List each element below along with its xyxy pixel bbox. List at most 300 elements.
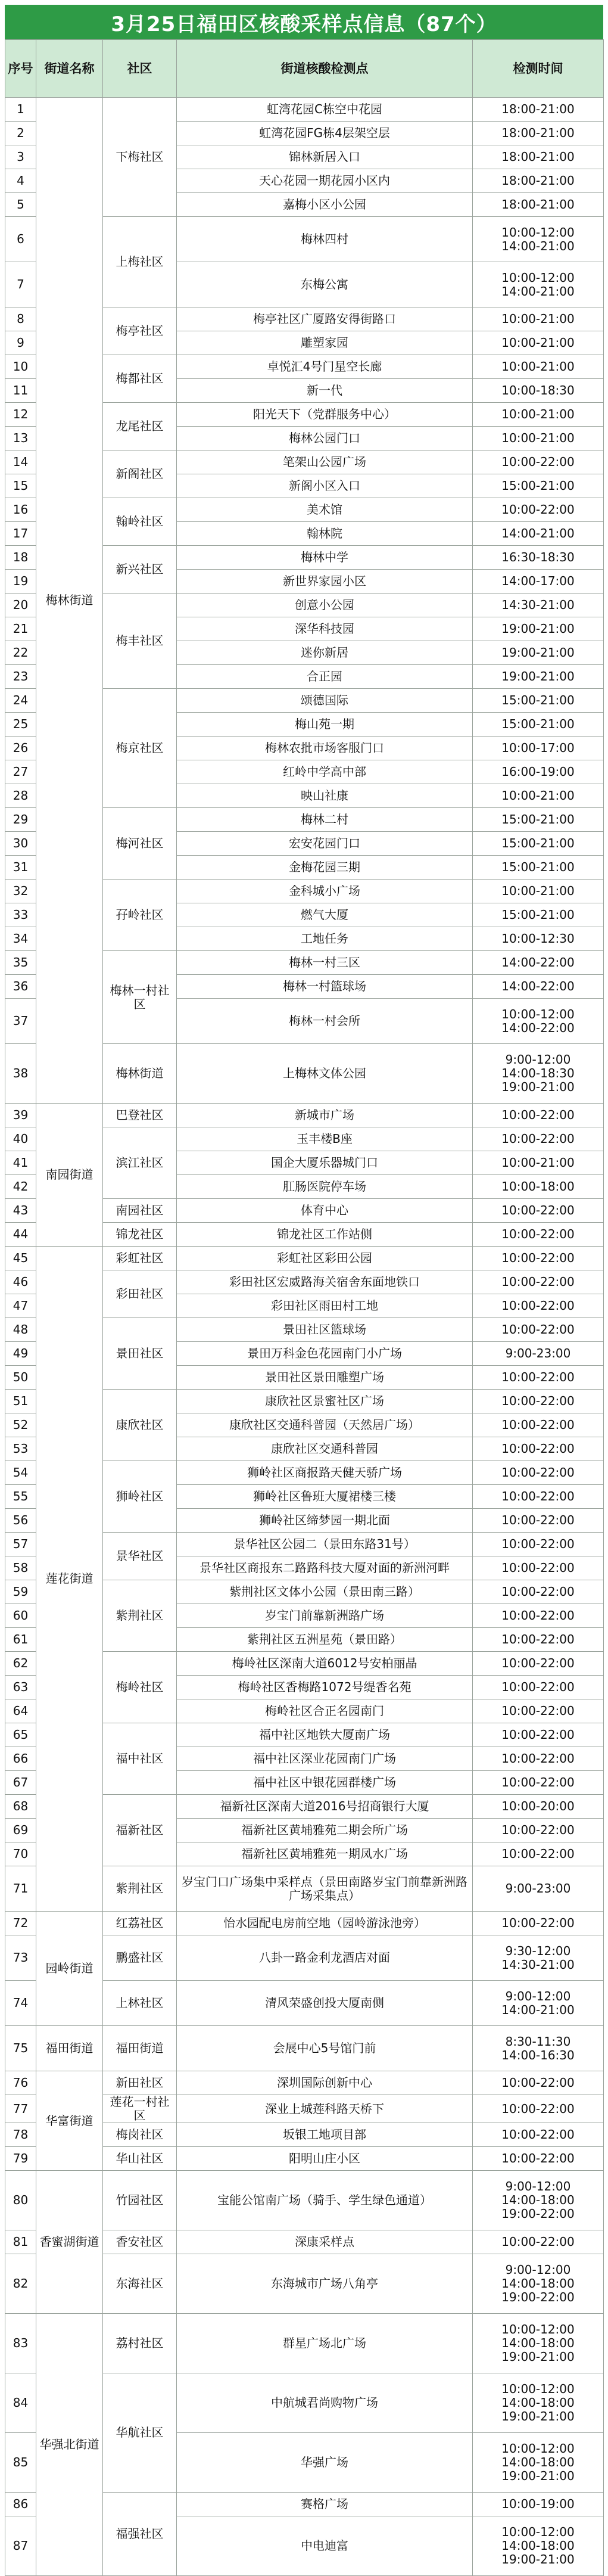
test-site: 梅林中学 (177, 546, 473, 570)
test-site: 景田社区篮球场 (177, 1318, 473, 1342)
test-time: 15:00-21:00 (473, 856, 604, 880)
row-seq: 61 (5, 1628, 36, 1652)
row-seq: 22 (5, 641, 36, 665)
row-seq: 4 (5, 169, 36, 193)
row-seq: 87 (5, 2516, 36, 2576)
community-name: 香安社区 (103, 2230, 177, 2254)
test-time: 18:00-21:00 (473, 145, 604, 169)
row-seq: 6 (5, 217, 36, 262)
row-seq: 58 (5, 1556, 36, 1580)
test-site: 群星广场北广场 (177, 2314, 473, 2373)
row-seq: 84 (5, 2373, 36, 2433)
row-seq: 63 (5, 1676, 36, 1699)
test-site: 福新社区黄埔雅苑二期会所广场 (177, 1819, 473, 1842)
test-site: 中航城君尚购物广场 (177, 2373, 473, 2433)
row-seq: 21 (5, 617, 36, 641)
row-seq: 30 (5, 832, 36, 856)
test-time: 15:00-21:00 (473, 474, 604, 498)
community-name: 福新社区 (103, 1795, 177, 1866)
test-site: 景田万科金色花园南门小广场 (177, 1342, 473, 1366)
street-name: 华强北街道 (36, 2314, 103, 2576)
test-time: 10:00-22:00 (473, 1461, 604, 1485)
row-seq: 68 (5, 1795, 36, 1819)
test-time: 10:00-22:00 (473, 1270, 604, 1294)
test-time: 14:00-17:00 (473, 570, 604, 593)
test-site: 东海城市广场八角亭 (177, 2254, 473, 2314)
community-name: 梅林街道 (103, 1044, 177, 1104)
test-time: 10:00-22:00 (473, 1437, 604, 1461)
test-site: 狮岭社区鲁班大厦裙楼三楼 (177, 1485, 473, 1509)
test-time: 10:00-22:00 (473, 450, 604, 474)
community-name: 翰岭社区 (103, 498, 177, 546)
test-site: 美术馆 (177, 498, 473, 522)
row-seq: 11 (5, 379, 36, 403)
test-time: 10:00-12:00 14:00-18:00 19:00-21:00 (473, 2314, 604, 2373)
table-row (5, 2071, 604, 2095)
street-name: 梅林街道 (36, 98, 103, 1104)
test-site: 映山社康 (177, 784, 473, 808)
test-site: 彩田社区宏威路海关宿舍东面地铁口 (177, 1270, 473, 1294)
community-name: 梅林一村社区 (103, 951, 177, 1044)
test-time: 10:00-22:00 (473, 2095, 604, 2123)
row-seq: 36 (5, 975, 36, 999)
test-time: 9:00-23:00 (473, 1866, 604, 1912)
community-name: 狮岭社区 (103, 1461, 177, 1533)
test-site: 中电迪富 (177, 2516, 473, 2576)
test-time: 10:00-18:30 (473, 379, 604, 403)
test-site: 梅岭社区深南大道6012号安柏丽晶 (177, 1652, 473, 1676)
table-row (5, 98, 604, 122)
row-seq: 38 (5, 1044, 36, 1104)
community-name: 龙尾社区 (103, 403, 177, 450)
table-row (5, 1247, 604, 1270)
row-seq: 9 (5, 331, 36, 355)
test-time: 15:00-21:00 (473, 832, 604, 856)
test-site: 福中社区深业花园南门广场 (177, 1747, 473, 1771)
test-time: 10:00-18:00 (473, 1175, 604, 1199)
community-name: 锦龙社区 (103, 1223, 177, 1247)
test-site: 新阁小区入口 (177, 474, 473, 498)
test-time: 10:00-22:00 (473, 1771, 604, 1795)
community-name: 梅河社区 (103, 808, 177, 880)
row-seq: 32 (5, 880, 36, 903)
community-name: 新阁社区 (103, 450, 177, 498)
test-time: 14:00-22:00 (473, 975, 604, 999)
community-name: 南园社区 (103, 1199, 177, 1223)
test-time: 15:00-21:00 (473, 713, 604, 737)
test-time: 10:00-22:00 (473, 1842, 604, 1866)
row-seq: 3 (5, 145, 36, 169)
test-site: 狮岭社区缔梦园一期北面 (177, 1509, 473, 1533)
test-time: 10:00-21:00 (473, 331, 604, 355)
test-site: 锦林新居入口 (177, 145, 473, 169)
row-seq: 79 (5, 2147, 36, 2171)
test-time: 14:00-21:00 (473, 522, 604, 546)
row-seq: 1 (5, 98, 36, 122)
test-time: 16:00-19:00 (473, 760, 604, 784)
test-time: 14:00-22:00 (473, 951, 604, 975)
street-name: 南园街道 (36, 1104, 103, 1247)
test-time: 19:00-21:00 (473, 641, 604, 665)
test-time: 10:00-22:00 (473, 1509, 604, 1533)
test-site: 体育中心 (177, 1199, 473, 1223)
community-name: 巴登社区 (103, 1104, 177, 1127)
row-seq: 82 (5, 2254, 36, 2314)
row-seq: 5 (5, 193, 36, 217)
row-seq: 65 (5, 1723, 36, 1747)
row-seq: 60 (5, 1604, 36, 1628)
test-time: 10:00-21:00 (473, 355, 604, 379)
test-site: 华强广场 (177, 2433, 473, 2493)
test-site: 梅林公园门口 (177, 427, 473, 450)
test-site: 虹湾花园C栋空中花园 (177, 98, 473, 122)
test-site: 狮岭社区商报路天健天骄广场 (177, 1461, 473, 1485)
row-seq: 8 (5, 307, 36, 331)
row-seq: 20 (5, 593, 36, 617)
test-time: 18:00-21:00 (473, 193, 604, 217)
test-site: 新城市广场 (177, 1104, 473, 1127)
test-site: 福中社区中银花园群楼广场 (177, 1771, 473, 1795)
row-seq: 18 (5, 546, 36, 570)
test-site: 红岭中学高中部 (177, 760, 473, 784)
test-site: 东梅公寓 (177, 262, 473, 307)
row-seq: 17 (5, 522, 36, 546)
test-time: 10:00-22:00 (473, 1556, 604, 1580)
test-time: 10:00-22:00 (473, 2230, 604, 2254)
test-time: 10:00-22:00 (473, 1628, 604, 1652)
test-time: 10:00-19:00 (473, 2493, 604, 2516)
test-time: 19:00-21:00 (473, 665, 604, 689)
row-seq: 2 (5, 122, 36, 145)
table-header-row (5, 40, 604, 98)
test-site: 梅林一村会所 (177, 999, 473, 1044)
community-name: 竹园社区 (103, 2171, 177, 2230)
row-seq: 40 (5, 1127, 36, 1151)
community-name: 景华社区 (103, 1533, 177, 1580)
row-seq: 24 (5, 689, 36, 713)
community-name: 梅亭社区 (103, 307, 177, 355)
test-site: 会展中心5号馆门前 (177, 2026, 473, 2071)
test-time: 10:00-21:00 (473, 403, 604, 427)
test-site: 翰林院 (177, 522, 473, 546)
row-seq: 44 (5, 1223, 36, 1247)
row-seq: 75 (5, 2026, 36, 2071)
row-seq: 49 (5, 1342, 36, 1366)
test-time: 9:00-12:00 14:00-18:00 19:00-22:00 (473, 2171, 604, 2230)
row-seq: 73 (5, 1935, 36, 1981)
row-seq: 13 (5, 427, 36, 450)
test-site: 深业上城莲科路天桥下 (177, 2095, 473, 2123)
street-name: 莲花街道 (36, 1247, 103, 1912)
row-seq: 71 (5, 1866, 36, 1912)
test-site: 赛格广场 (177, 2493, 473, 2516)
community-name: 梅丰社区 (103, 593, 177, 689)
row-seq: 31 (5, 856, 36, 880)
row-seq: 70 (5, 1842, 36, 1866)
test-site: 新世界家园小区 (177, 570, 473, 593)
test-site: 创意小公园 (177, 593, 473, 617)
test-time: 10:00-21:00 (473, 784, 604, 808)
row-seq: 53 (5, 1437, 36, 1461)
row-seq: 10 (5, 355, 36, 379)
test-site: 卓悦汇4号门星空长廊 (177, 355, 473, 379)
header-seq: 序号 (5, 40, 36, 98)
sampling-sites-table (5, 39, 604, 2576)
community-name: 梅岗社区 (103, 2123, 177, 2147)
community-name: 下梅社区 (103, 98, 177, 217)
row-seq: 37 (5, 999, 36, 1044)
street-name: 园岭街道 (36, 1912, 103, 2026)
community-name: 紫荆社区 (103, 1866, 177, 1912)
test-time: 10:00-22:00 (473, 1104, 604, 1127)
test-time: 10:00-22:00 (473, 1819, 604, 1842)
row-seq: 54 (5, 1461, 36, 1485)
test-site: 迷你新居 (177, 641, 473, 665)
test-site: 玉丰楼B座 (177, 1127, 473, 1151)
test-time: 10:00-12:30 (473, 927, 604, 951)
community-name: 梅京社区 (103, 689, 177, 808)
row-seq: 50 (5, 1366, 36, 1390)
test-time: 10:00-22:00 (473, 1652, 604, 1676)
table-row (5, 2026, 604, 2071)
test-time: 10:00-12:00 14:00-18:00 19:00-21:00 (473, 2433, 604, 2493)
table-row (5, 1104, 604, 1127)
test-site: 新一代 (177, 379, 473, 403)
row-seq: 55 (5, 1485, 36, 1509)
test-time: 10:00-12:00 14:00-18:00 19:00-21:00 (473, 2516, 604, 2576)
test-time: 10:00-22:00 (473, 1223, 604, 1247)
row-seq: 25 (5, 713, 36, 737)
test-site: 雕塑家园 (177, 331, 473, 355)
row-seq: 46 (5, 1270, 36, 1294)
test-time: 10:00-22:00 (473, 2123, 604, 2147)
test-site: 工地任务 (177, 927, 473, 951)
community-name: 新兴社区 (103, 546, 177, 593)
test-site: 合正园 (177, 665, 473, 689)
row-seq: 14 (5, 450, 36, 474)
test-site: 国企大厦乐器城门口 (177, 1151, 473, 1175)
row-seq: 27 (5, 760, 36, 784)
test-site: 福新社区深南大道2016号招商银行大厦 (177, 1795, 473, 1819)
test-site: 八卦一路金利龙酒店对面 (177, 1935, 473, 1981)
row-seq: 39 (5, 1104, 36, 1127)
test-site: 康欣社区交通科普园 (177, 1437, 473, 1461)
test-site: 阳光天下（党群服务中心） (177, 403, 473, 427)
community-name: 上林社区 (103, 1981, 177, 2026)
row-seq: 52 (5, 1413, 36, 1437)
street-name: 华富街道 (36, 2071, 103, 2171)
test-time: 10:00-22:00 (473, 1294, 604, 1318)
table-body (5, 98, 604, 2576)
test-time: 10:00-22:00 (473, 1699, 604, 1723)
header-community: 社区 (103, 40, 177, 98)
row-seq: 76 (5, 2071, 36, 2095)
test-site: 梅林四村 (177, 217, 473, 262)
test-time: 10:00-22:00 (473, 1604, 604, 1628)
test-site: 坂银工地项目部 (177, 2123, 473, 2147)
test-site: 紫荆社区文体小公园（景田南三路） (177, 1580, 473, 1604)
row-seq: 16 (5, 498, 36, 522)
community-name: 孖岭社区 (103, 880, 177, 951)
test-time: 10:00-22:00 (473, 1199, 604, 1223)
test-time: 10:00-21:00 (473, 880, 604, 903)
test-time: 18:00-21:00 (473, 122, 604, 145)
test-site: 深圳国际创新中心 (177, 2071, 473, 2095)
test-site: 福中社区地铁大厦南广场 (177, 1723, 473, 1747)
row-seq: 41 (5, 1151, 36, 1175)
test-time: 8:30-11:30 14:00-16:30 (473, 2026, 604, 2071)
community-name: 鹏盛社区 (103, 1935, 177, 1981)
row-seq: 69 (5, 1819, 36, 1842)
test-time: 9:30-12:00 14:30-21:00 (473, 1935, 604, 1981)
test-time: 15:00-21:00 (473, 808, 604, 832)
test-time: 10:00-22:00 (473, 1366, 604, 1390)
test-time: 15:00-21:00 (473, 903, 604, 927)
row-seq: 48 (5, 1318, 36, 1342)
test-time: 10:00-22:00 (473, 1390, 604, 1413)
test-site: 福新社区黄埔雅苑一期凤水广场 (177, 1842, 473, 1866)
row-seq: 83 (5, 2314, 36, 2373)
test-site: 梅亭社区广厦路安得街路口 (177, 307, 473, 331)
row-seq: 33 (5, 903, 36, 927)
test-site: 嘉梅小区小公园 (177, 193, 473, 217)
test-time: 10:00-22:00 (473, 1533, 604, 1556)
test-time: 10:00-21:00 (473, 307, 604, 331)
community-name: 紫荆社区 (103, 1580, 177, 1652)
community-name: 彩田社区 (103, 1270, 177, 1318)
community-name: 彩虹社区 (103, 1247, 177, 1270)
row-seq: 45 (5, 1247, 36, 1270)
community-name: 康欣社区 (103, 1390, 177, 1461)
test-time: 16:30-18:30 (473, 546, 604, 570)
test-site: 梅林农批市场客服门口 (177, 737, 473, 760)
street-name: 福田街道 (36, 2026, 103, 2071)
test-site: 康欣社区交通科普园（天然居广场） (177, 1413, 473, 1437)
table-row (5, 2171, 604, 2230)
test-time: 9:00-23:00 (473, 1342, 604, 1366)
test-site: 深康采样点 (177, 2230, 473, 2254)
test-time: 14:30-21:00 (473, 593, 604, 617)
test-time: 15:00-21:00 (473, 689, 604, 713)
test-time: 10:00-22:00 (473, 1127, 604, 1151)
page-title: 3月25日福田区核酸采样点信息（87个） (5, 5, 603, 39)
community-name: 华山社区 (103, 2147, 177, 2171)
header-street: 街道名称 (36, 40, 103, 98)
row-seq: 43 (5, 1199, 36, 1223)
row-seq: 57 (5, 1533, 36, 1556)
test-time: 10:00-22:00 (473, 1676, 604, 1699)
row-seq: 59 (5, 1580, 36, 1604)
test-time: 10:00-21:00 (473, 427, 604, 450)
row-seq: 47 (5, 1294, 36, 1318)
test-time: 10:00-22:00 (473, 1580, 604, 1604)
test-site: 岁宝门前靠新洲路广场 (177, 1604, 473, 1628)
test-site: 天心花园一期花园小区内 (177, 169, 473, 193)
header-time: 检测时间 (473, 40, 604, 98)
test-site: 金科城小广场 (177, 880, 473, 903)
community-name: 梅岭社区 (103, 1652, 177, 1723)
row-seq: 26 (5, 737, 36, 760)
test-time: 10:00-22:00 (473, 1485, 604, 1509)
test-site: 宏安花园门口 (177, 832, 473, 856)
row-seq: 19 (5, 570, 36, 593)
table-row (5, 2314, 604, 2373)
test-time: 10:00-22:00 (473, 1912, 604, 1935)
test-time: 10:00-12:00 14:00-21:00 (473, 262, 604, 307)
test-site: 梅山苑一期 (177, 713, 473, 737)
header-site: 街道核酸检测点 (177, 40, 473, 98)
row-seq: 56 (5, 1509, 36, 1533)
test-site: 锦龙社区工作站侧 (177, 1223, 473, 1247)
community-name: 梅都社区 (103, 355, 177, 403)
test-time: 9:00-12:00 14:00-18:00 19:00-22:00 (473, 2254, 604, 2314)
test-time: 10:00-22:00 (473, 1318, 604, 1342)
row-seq: 66 (5, 1747, 36, 1771)
test-time: 10:00-22:00 (473, 1247, 604, 1270)
test-time: 18:00-21:00 (473, 169, 604, 193)
test-site: 清风荣盛创投大厦南侧 (177, 1981, 473, 2026)
row-seq: 77 (5, 2095, 36, 2123)
test-site: 阳明山庄小区 (177, 2147, 473, 2171)
test-site: 梅岭社区香梅路1072号缇香名苑 (177, 1676, 473, 1699)
test-time: 9:00-12:00 14:00-21:00 (473, 1981, 604, 2026)
row-seq: 51 (5, 1390, 36, 1413)
community-name: 荔村社区 (103, 2314, 177, 2373)
row-seq: 85 (5, 2433, 36, 2493)
test-site: 深华科技园 (177, 617, 473, 641)
test-time: 10:00-22:00 (473, 1747, 604, 1771)
test-time: 10:00-12:00 14:00-21:00 (473, 217, 604, 262)
row-seq: 64 (5, 1699, 36, 1723)
row-seq: 74 (5, 1981, 36, 2026)
test-site: 肛肠医院停车场 (177, 1175, 473, 1199)
community-name: 红荔社区 (103, 1912, 177, 1935)
community-name: 上梅社区 (103, 217, 177, 307)
test-time: 10:00-20:00 (473, 1795, 604, 1819)
test-time: 10:00-22:00 (473, 1723, 604, 1747)
community-name: 福田街道 (103, 2026, 177, 2071)
test-site: 紫荆社区五洲星苑（景田路） (177, 1628, 473, 1652)
test-time: 10:00-21:00 (473, 1151, 604, 1175)
row-seq: 34 (5, 927, 36, 951)
test-site: 彩田社区雨田村工地 (177, 1294, 473, 1318)
test-site: 景田社区景田雕塑广场 (177, 1366, 473, 1390)
community-name: 福中社区 (103, 1723, 177, 1795)
test-time: 10:00-22:00 (473, 1413, 604, 1437)
test-site: 景华社区公园二（景田东路31号） (177, 1533, 473, 1556)
test-site: 上梅林文体公园 (177, 1044, 473, 1104)
row-seq: 86 (5, 2493, 36, 2516)
row-seq: 42 (5, 1175, 36, 1199)
community-name: 华航社区 (103, 2373, 177, 2493)
test-time: 10:00-22:00 (473, 2071, 604, 2095)
test-site: 颂德国际 (177, 689, 473, 713)
row-seq: 15 (5, 474, 36, 498)
test-site: 金梅花园三期 (177, 856, 473, 880)
test-time: 10:00-12:00 14:00-18:00 19:00-21:00 (473, 2373, 604, 2433)
community-name: 景田社区 (103, 1318, 177, 1390)
test-time: 10:00-22:00 (473, 2147, 604, 2171)
test-time: 19:00-21:00 (473, 617, 604, 641)
community-name: 新田社区 (103, 2071, 177, 2095)
test-site: 梅林一村篮球场 (177, 975, 473, 999)
test-site: 怡水园配电房前空地（园岭游泳池旁） (177, 1912, 473, 1935)
test-site: 彩虹社区彩田公园 (177, 1247, 473, 1270)
row-seq: 72 (5, 1912, 36, 1935)
row-seq: 23 (5, 665, 36, 689)
row-seq: 80 (5, 2171, 36, 2230)
table-row (5, 1912, 604, 1935)
